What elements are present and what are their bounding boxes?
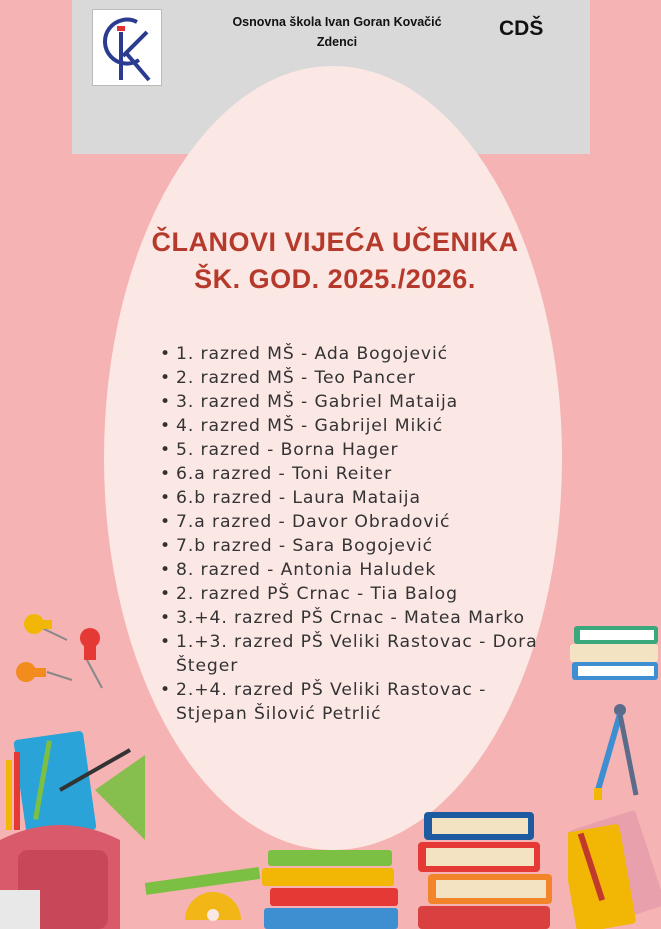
list-item: • 2.+4. razred PŠ Veliki Rastovac - Stjepan Šilović Petrlić	[160, 678, 550, 726]
list-item: • 8. razred - Antonia Haludek	[160, 558, 550, 582]
book-stack-right-icon	[568, 612, 661, 692]
cds-logo: CDŠ	[499, 17, 544, 40]
backpack-supplies-icon	[0, 730, 160, 929]
title-line1: ČLANOVI VIJEĆA UČENIKA	[151, 227, 519, 257]
school-logo	[92, 9, 162, 86]
book-stack-front-icon	[418, 808, 558, 929]
title-line2: ŠK. GOD. 2025./2026.	[194, 264, 476, 294]
list-item: • 3. razred MŠ - Gabriel Mataija	[160, 390, 550, 414]
list-item: • 6.a razred - Toni Reiter	[160, 462, 550, 486]
push-pins-icon	[12, 600, 112, 695]
book-stack-center-icon	[262, 840, 402, 929]
list-item: • 3.+4. razred PŠ Crnac - Matea Marko	[160, 606, 550, 630]
list-item: • 6.b razred - Laura Mataija	[160, 486, 550, 510]
list-item: • 7.a razred - Davor Obradović	[160, 510, 550, 534]
school-name-line1: Osnovna škola Ivan Goran Kovačić	[232, 15, 442, 29]
list-item: • 2. razred MŠ - Teo Pancer	[160, 366, 550, 390]
notebook-icon	[568, 798, 661, 929]
list-item: • 1. razred MŠ - Ada Bogojević	[160, 342, 550, 366]
page-title	[100, 224, 570, 298]
list-item: • 2. razred PŠ Crnac - Tia Balog	[160, 582, 550, 606]
school-name-line2: Zdenci	[316, 35, 358, 49]
list-item: • 4. razred MŠ - Gabrijel Mikić	[160, 414, 550, 438]
school-name	[202, 12, 472, 52]
member-list	[160, 342, 550, 726]
list-item: • 1.+3. razred PŠ Veliki Rastovac - Dora Šteger	[160, 630, 550, 678]
list-item: • 5. razred - Borna Hager	[160, 438, 550, 462]
list-item: • 7.b razred - Sara Bogojević	[160, 534, 550, 558]
ruler-protractor-icon	[145, 855, 265, 925]
compass-icon	[588, 700, 648, 810]
